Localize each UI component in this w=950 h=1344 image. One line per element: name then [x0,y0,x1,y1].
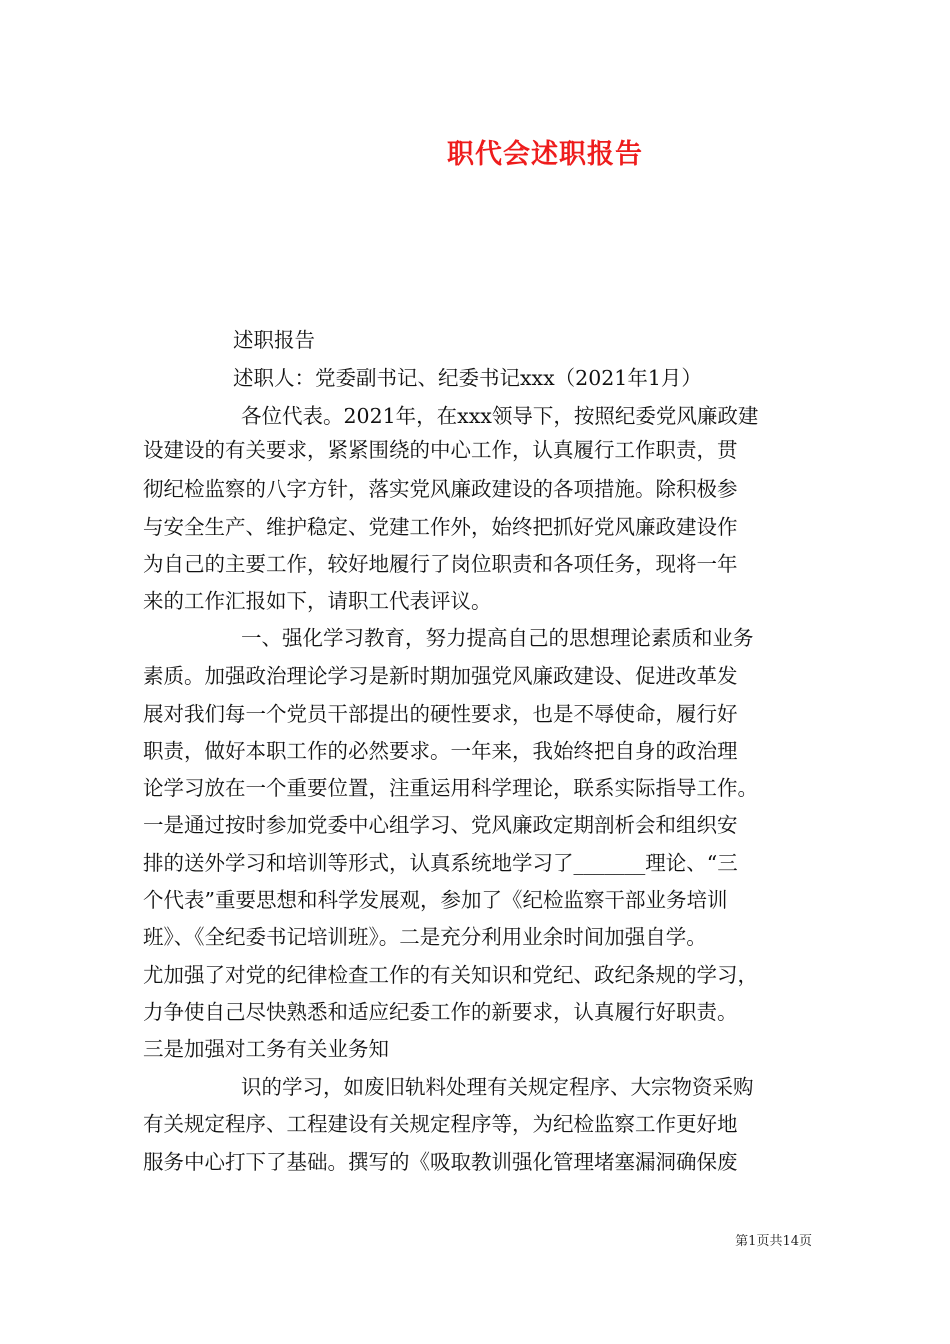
body-line: 尤加强了对党的纪律检查工作的有关知识和党纪、政纪条规的学习， [143,963,758,987]
body-line: 识的学习，如废旧轨料处理有关规定程序、大宗物资采购 [241,1075,754,1099]
body-line: 述职人：党委副书记、纪委书记xxx（2021年1月） [233,366,702,390]
body-line: 论学习放在一个重要位置，注重运用科学理论，联系实际指导工作。 [143,776,758,800]
body-line: 服务中心打下了基础。撰写的《吸取教训强化管理堵塞漏洞确保废 [143,1150,738,1174]
body-line: 班》、《全纪委书记培训班》。二是充分利用业余时间加强自学。 [143,925,707,949]
body-line: 彻纪检监察的八字方针，落实党风廉政建设的各项措施。除积极参 [143,477,738,501]
body-line: 素质。加强政治理论学习是新时期加强党风廉政建设、促进改革发 [143,664,738,688]
body-line: 一是通过按时参加党委中心组学习、党风廉政定期剖析会和组织安 [143,813,738,837]
body-line: 设建设的有关要求，紧紧围绕的中心工作，认真履行工作职责，贯 [143,438,738,462]
body-line: 来的工作汇报如下，请职工代表评议。 [143,589,492,613]
document-title: 职代会述职报告 [447,139,643,170]
page-number: 第1页共14页 [735,1234,812,1249]
body-line: 职责，做好本职工作的必然要求。一年来，我始终把自身的政治理 [143,739,738,763]
body-line: 有关规定程序、工程建设有关规定程序等，为纪检监察工作更好地 [143,1112,738,1136]
body-line: 展对我们每一个党员干部提出的硬性要求，也是不辱使命，履行好 [143,702,738,726]
body-line: 为自己的主要工作，较好地履行了岗位职责和各项任务，现将一年 [143,552,738,576]
body-line: 个代表”重要思想和科学发展观，参加了《纪检监察干部业务培训 [143,888,728,912]
body-line: 述职报告 [233,328,315,352]
body-line: 各位代表。2021年，在xxx领导下，按照纪委党风廉政建 [241,404,759,428]
body-line: 一、强化学习教育，努力提高自己的思想理论素质和业务 [241,626,754,650]
body-line: 与安全生产、维护稳定、党建工作外，始终把抓好党风廉政建设作 [143,515,738,539]
body-line: 排的送外学习和培训等形式，认真系统地学习了_______理论、“三 [143,851,738,875]
body-line: 力争使自己尽快熟悉和适应纪委工作的新要求，认真履行好职责。 [143,1000,738,1024]
body-line: 三是加强对工务有关业务知 [143,1037,389,1061]
